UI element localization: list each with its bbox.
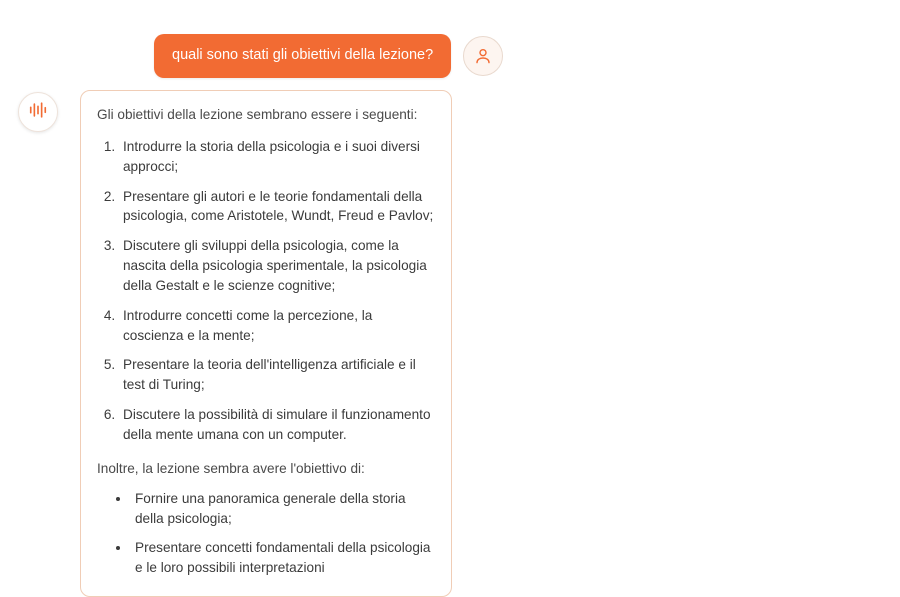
list-item: • Fornire una panoramica generale della storia della psicologia; (131, 489, 435, 529)
list-item: 4. Introdurre concetti come la percezione, la coscienza e la mente; (119, 306, 435, 346)
objectives-numbered-list (97, 137, 435, 445)
assistant-intro-text: Gli obiettivi della lezione sembrano essere i seguenti: (97, 107, 418, 122)
user-message-bubble[interactable]: quali sono stati gli obiettivi della lezione? (154, 34, 451, 78)
user-icon (473, 46, 493, 66)
user-avatar[interactable] (463, 36, 503, 76)
assistant-mid-text: Inoltre, la lezione sembra avere l'obiettivo di: (97, 460, 365, 476)
assistant-message-bubble (80, 90, 452, 597)
list-item: 3. Discutere gli sviluppi della psicologia, come la nascita della psicologia sperimentale, la psicologia della Gestalt e le scienze cognitive; (119, 236, 435, 296)
user-message-row (154, 34, 503, 78)
list-item: 1. Introdurre la storia della psicologia e i suoi diversi approcci; (119, 137, 435, 177)
list-item: 5. Presentare la teoria dell'intelligenza artificiale e il test di Turing; (119, 355, 435, 395)
list-item: 2. Presentare gli autori e le teorie fondamentali della psicologia, come Aristotele, Wundt, Freud e Pavlov; (119, 187, 435, 227)
list-item: • Presentare concetti fondamentali della psicologia e le loro possibili interpretazioni (131, 538, 435, 578)
list-item: 6. Discutere la possibilità di simulare il funzionamento della mente umana con un computer. (119, 405, 435, 445)
objectives-bulleted-list (97, 489, 435, 578)
waveform-icon (27, 100, 49, 125)
assistant-avatar[interactable] (18, 92, 58, 132)
assistant-message-row (18, 90, 452, 597)
